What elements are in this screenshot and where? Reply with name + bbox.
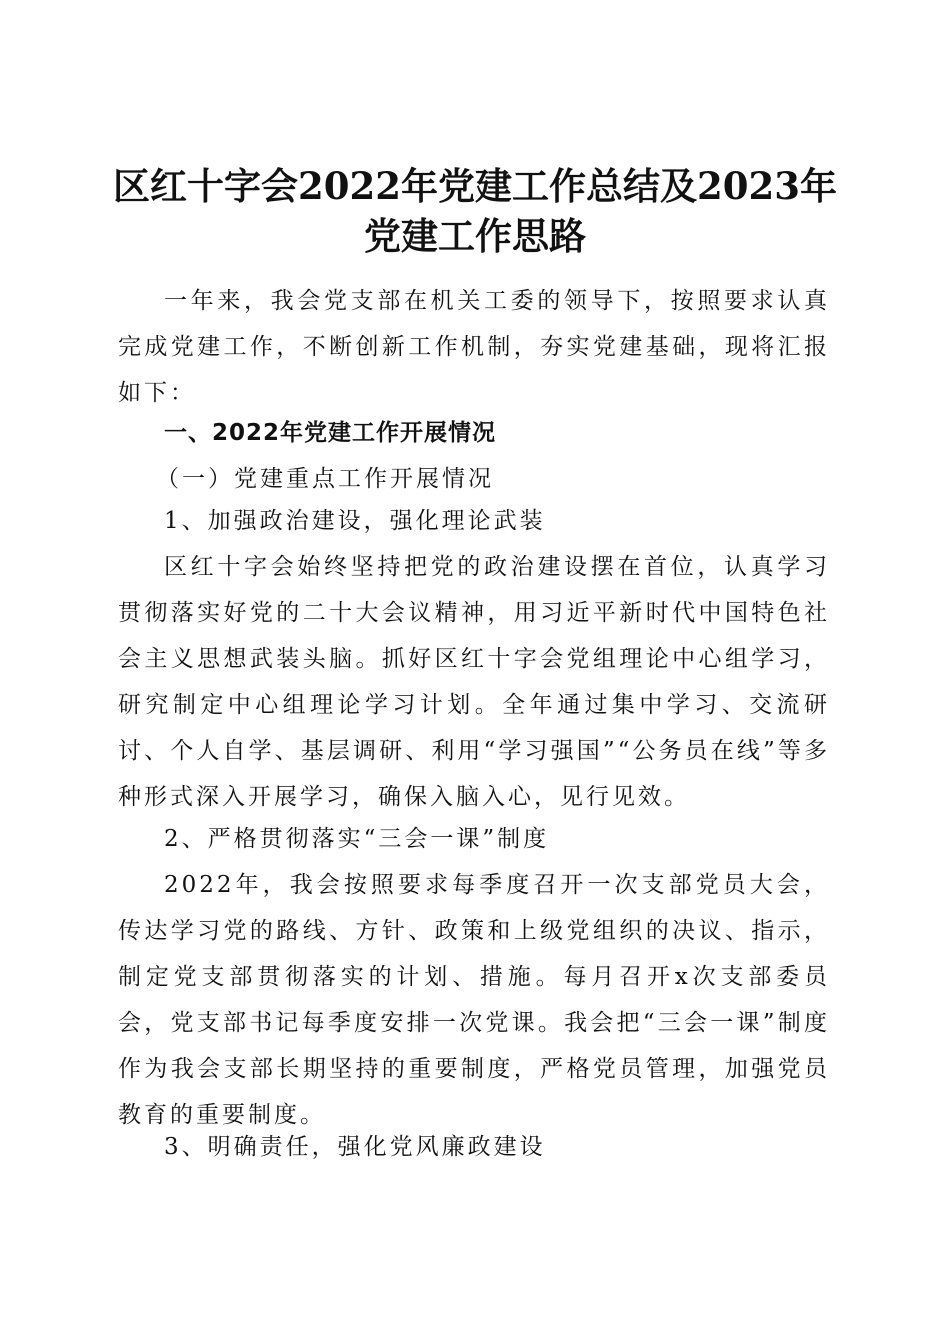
- item-heading-2: 2、严格贯彻落实“三会一课”制度: [164, 826, 550, 852]
- item-heading-1: 1、加强政治建设，强化理论武装: [164, 508, 546, 534]
- intro-paragraph: 一年来，我会党支部在机关工委的领导下，按照要求认真完成党建工作，不断创新工作机制，夯实党建基础，现将汇报如下：: [118, 288, 830, 406]
- item-paragraph-2: 2022年，我会按照要求每季度召开一次支部党员大会，传达学习党的路线、方针、政策和上级党组织的决议、指示，制定党支部贯彻落实的计划、措施。每月召开x次支部委员会，党支部书记每季度安排一次党课。我会把“三会一课”制度作为我会支部长期坚持的重要制度，严格党员管理，加强党员教育的重要制度。: [118, 872, 830, 1128]
- document-title: 区红十字会2022年党建工作总结及2023年党建工作思路: [113, 163, 837, 258]
- item-paragraph-1: 区红十字会始终坚持把党的政治建设摆在首位，认真学习贯彻落实好党的二十大会议精神，用习近平新时代中国特色社会主义思想武装头脑。抓好区红十字会党组理论中心组学习，研究制定中心组理论学习计划。全年通过集中学习、交流研讨、个人自学、基层调研、利用“学习强国”“公务员在线”等多种形式深入开展学习，确保入脑入心，见行见效。: [118, 554, 830, 810]
- item-heading-3: 3、明确责任，强化党风廉政建设: [164, 1134, 546, 1160]
- subsection-heading-1: （一）党建重点工作开展情况: [156, 466, 494, 492]
- section-heading-1: 一、2022年党建工作开展情况: [164, 420, 497, 446]
